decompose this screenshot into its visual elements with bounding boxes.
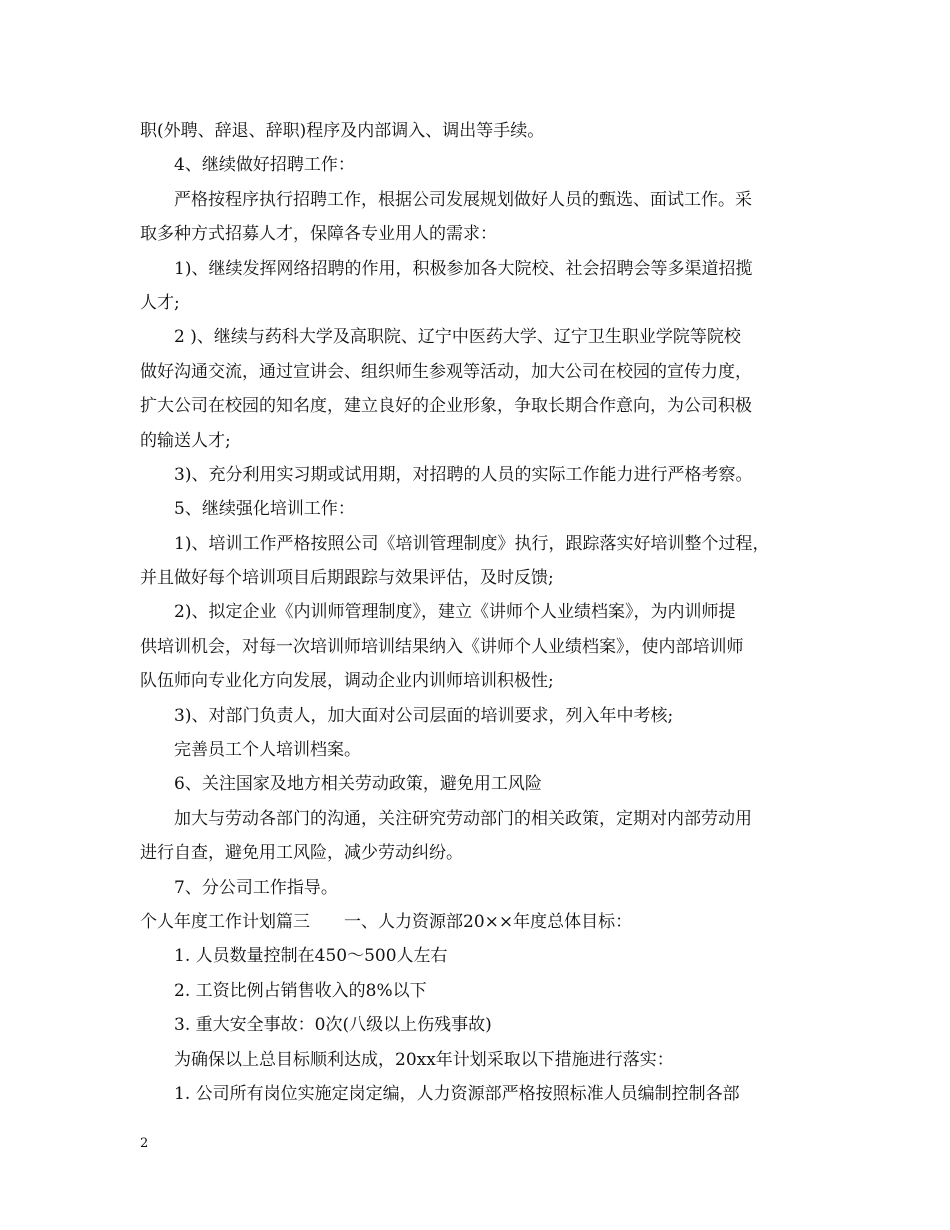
text-line: 1)、继续发挥网络招聘的作用，积极参加各大院校、社会招聘会等多渠道招揽	[174, 258, 753, 279]
text-line: 的输送人才;	[140, 430, 231, 451]
text-line: 2. 工资比例占销售收入的8%以下	[174, 980, 427, 1001]
text-line: 3)、对部门负责人，加大面对公司层面的培训要求，列入年中考核;	[174, 705, 674, 726]
text-line: 3. 重大安全事故：0次(八级以上伤残事故)	[174, 1015, 492, 1036]
text-line: 7、分公司工作指导。	[174, 877, 338, 898]
text-line: 3)、充分利用实习期或试用期，对招聘的人员的实际工作能力进行严格考察。	[174, 464, 753, 485]
text-line: 扩大公司在校园的知名度，建立良好的企业形象，争取长期合作意向，为公司积极	[140, 396, 752, 417]
text-line: 严格按程序执行招聘工作，根据公司发展规划做好人员的甄选、面试工作。采	[174, 189, 752, 210]
text-line: 队伍师向专业化方向发展，调动企业内训师培训积极性;	[140, 671, 554, 692]
text-line: 取多种方式招募人才，保障各专业用人的需求：	[140, 224, 497, 245]
text-line: 人才;	[140, 292, 180, 313]
text-line: 职(外聘、辞退、辞职)程序及内部调入、调出等手续。	[140, 121, 545, 141]
text-line: 2 )、继续与药科大学及高职院、辽宁中医药大学、辽宁卫生职业学院等院校	[174, 327, 741, 348]
text-line: 1. 人员数量控制在450～500人左右	[174, 946, 448, 967]
text-line: 为确保以上总目标顺利达成，20xx年计划采取以下措施进行落实：	[174, 1049, 674, 1070]
document-body	[140, 114, 820, 1111]
text-line: 并且做好每个培训项目后期跟踪与效果评估，及时反馈;	[140, 568, 554, 589]
text-line: 4、继续做好招聘工作：	[174, 155, 355, 176]
text-line: 进行自查，避免用工风险，减少劳动纠纷。	[140, 843, 463, 864]
text-line: 供培训机会，对每一次培训师培训结果纳入《讲师个人业绩档案》，使内部培训师	[140, 636, 744, 657]
page-number: 2	[140, 1136, 149, 1151]
text-line: 加大与劳动各部门的沟通，关注研究劳动部门的相关政策，定期对内部劳动用	[174, 808, 752, 829]
text-line: 2)、拟定企业《内训师管理制度》，建立《讲师个人业绩档案》，为内训师提	[174, 602, 736, 623]
text-line: 完善员工个人培训档案。	[174, 740, 361, 761]
text-line: 6、关注国家及地方相关劳动政策，避免用工风险	[174, 774, 542, 795]
text-line: 做好沟通交流，通过宣讲会、组织师生参观等活动，加大公司在校园的宣传力度，	[140, 361, 752, 382]
text-line: 5、继续强化培训工作：	[174, 499, 355, 520]
text-line: 1)、培训工作严格按照公司《培训管理制度》执行，跟踪落实好培训整个过程，	[174, 533, 770, 554]
text-line: 个人年度工作计划篇三 一、人力资源部20××年度总体目标：	[140, 911, 633, 932]
text-line: 1. 公司所有岗位实施定岗定编，人力资源部严格按照标准人员编制控制各部	[174, 1083, 740, 1104]
